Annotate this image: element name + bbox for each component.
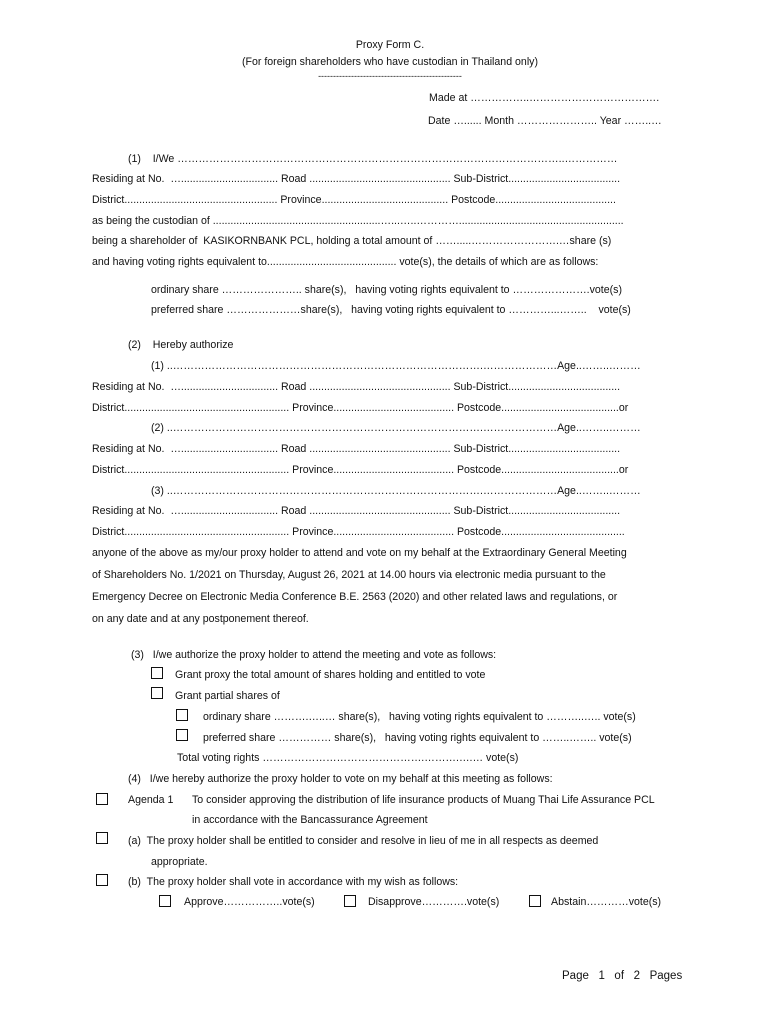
- date-field[interactable]: Date …...... Month ………………….. Year ……..…: [428, 115, 662, 127]
- title-rule: ------------------------------------------------: [318, 71, 462, 81]
- grant-partial-label: Grant partial shares of: [175, 690, 280, 702]
- authorize-heading: (2) Hereby authorize: [128, 339, 234, 351]
- shareholding-line[interactable]: being a shareholder of KASIKORNBANK PCL, holding a total amount of …….....…………………….…share (s): [92, 235, 612, 247]
- partial-ordinary-line[interactable]: ordinary share ……….…..… share(s), having voting rights equivalent to ………..….. vote(s): [203, 711, 636, 723]
- option-a-checkbox[interactable]: [96, 832, 108, 844]
- proxy-3-address-line[interactable]: Residing at No. …................................. Road ................................................ Sub-District......................................: [92, 505, 621, 517]
- proxy-2-name-field[interactable]: (2) ..…………………………………………………………………………….…………………Age..……..………: [151, 422, 641, 434]
- disapprove-checkbox[interactable]: [344, 895, 356, 907]
- section-4-heading: (4) I/we hereby authorize the proxy holder to vote on my behalf at this meeting as follows:: [128, 773, 553, 785]
- proxy-2-district-line[interactable]: District........................................................ Province......................................... Postcode........................................or: [92, 464, 629, 476]
- option-a-text: (a) The proxy holder shall be entitled to consider and resolve in lieu of me in all respects as deemed: [128, 835, 599, 847]
- abstain-line[interactable]: Abstain…………vote(s): [551, 896, 662, 908]
- agenda-1-text: in accordance with the Bancassurance Agreement: [192, 814, 428, 826]
- grant-total-checkbox[interactable]: [151, 667, 163, 679]
- voting-rights-line[interactable]: and having voting rights equivalent to............................................ vote(s), the details of which are as follows:: [92, 256, 599, 268]
- form-title: Proxy Form C.: [355, 39, 425, 51]
- made-at-field[interactable]: Made at ……………..……………………………….: [429, 92, 660, 104]
- proxy-3-name-field[interactable]: (3) ..…………………………………………………………………………….…………………Age..……..………: [151, 485, 641, 497]
- proxy-2-address-line[interactable]: Residing at No. …................................. Road ................................................ Sub-District......................................: [92, 443, 621, 455]
- proxy-3-district-line[interactable]: District........................................................ Province......................................... Postcode..........................................: [92, 526, 625, 538]
- paragraph-line: Emergency Decree on Electronic Media Conference B.E. 2563 (2020) and other related laws and regulations, or: [92, 591, 618, 603]
- paragraph-line: of Shareholders No. 1/2021 on Thursday, August 26, 2021 at 14.00 hours via electronic media pursuant to the: [92, 569, 606, 581]
- agenda-1-label: Agenda 1: [128, 794, 174, 806]
- shareholder-district-line[interactable]: District.................................................... Province........................................... Postcode.........................................: [92, 194, 616, 206]
- agenda-1-text: To consider approving the distribution of life insurance products of Muang Thai Life Assurance PCL: [192, 794, 655, 806]
- option-a-text: appropriate.: [151, 856, 208, 868]
- partial-ordinary-checkbox[interactable]: [176, 709, 188, 721]
- proxy-1-name-field[interactable]: (1) ..…………………………………………………………………………….…………………Age..……..………: [151, 360, 641, 372]
- partial-preferred-line[interactable]: preferred share …………… share(s), having voting rights equivalent to ……..…….. vote(s): [203, 732, 632, 744]
- partial-preferred-checkbox[interactable]: [176, 729, 188, 741]
- page-number: Page 1 of 2 Pages: [562, 970, 683, 982]
- grant-partial-checkbox[interactable]: [151, 687, 163, 699]
- custodian-line[interactable]: as being the custodian of .........................................................…...…..…………........................................................: [92, 215, 624, 227]
- proxy-1-district-line[interactable]: District........................................................ Province......................................... Postcode........................................or: [92, 402, 629, 414]
- agenda-1-checkbox[interactable]: [96, 793, 108, 805]
- total-voting-rights-line[interactable]: Total voting rights ……………………………………….……….….… vote(s): [177, 752, 519, 764]
- abstain-checkbox[interactable]: [529, 895, 541, 907]
- section-3-heading: (3) I/we authorize the proxy holder to attend the meeting and vote as follows:: [131, 649, 497, 661]
- approve-checkbox[interactable]: [159, 895, 171, 907]
- preferred-share-line[interactable]: preferred share …………………share(s), having voting rights equivalent to …………...…….. vote(s): [151, 304, 631, 316]
- proxy-1-address-line[interactable]: Residing at No. …................................. Road ................................................ Sub-District......................................: [92, 381, 621, 393]
- option-b-text: (b) The proxy holder shall vote in accordance with my wish as follows:: [128, 876, 459, 888]
- grant-total-label: Grant proxy the total amount of shares holding and entitled to vote: [175, 669, 486, 681]
- disapprove-line[interactable]: Disapprove………….vote(s): [368, 896, 500, 908]
- form-subtitle: (For foreign shareholders who have custodian in Thailand only): [241, 56, 538, 68]
- shareholder-name-field[interactable]: (1) I/We ………………………………………………………………………………………………..……………: [128, 153, 618, 165]
- approve-line[interactable]: Approve……………..vote(s): [184, 896, 315, 908]
- option-b-checkbox[interactable]: [96, 874, 108, 886]
- paragraph-line: on any date and at any postponement thereof.: [92, 613, 309, 625]
- paragraph-line: anyone of the above as my/our proxy holder to attend and vote on my behalf at the Extraordinary General Meeting: [92, 547, 627, 559]
- shareholder-address-line[interactable]: Residing at No. …................................. Road ................................................ Sub-District......................................: [92, 173, 621, 185]
- ordinary-share-line[interactable]: ordinary share ………………….. share(s), having voting rights equivalent to ………………….vote(s): [151, 284, 622, 296]
